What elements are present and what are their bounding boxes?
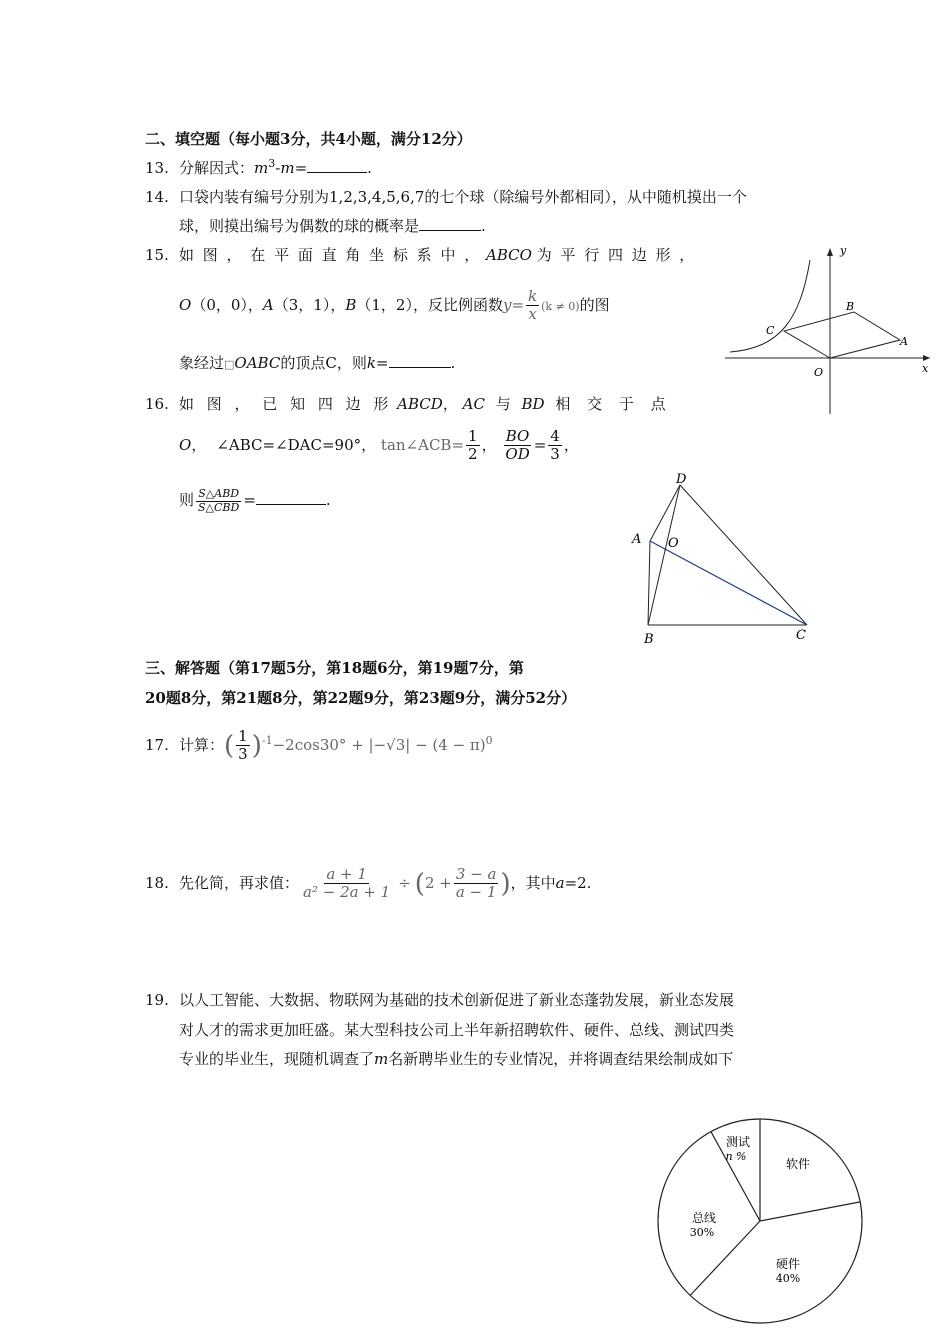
second-fraction: $\frac{3 - a}{a - 1}$ <box>455 865 497 902</box>
question-16-line-3: 则 $\frac{\text{S△ABD}}{\text{S△CBD}}$ = . <box>179 487 331 514</box>
bo-od-fraction: $\frac{BO}{OD}$ <box>505 427 530 464</box>
section-3-heading-line-2: 20题8分，第21题8分，第22题9分，第23题9分，满分52分） <box>145 689 577 707</box>
slice-label-software: 软件 <box>785 1157 811 1171</box>
answer-blank <box>389 353 451 368</box>
tan-fraction: $\frac{1}{2}$ <box>468 427 478 464</box>
quadrilateral-figure-q16 <box>620 465 820 650</box>
label-a: A <box>632 532 642 547</box>
question-number: 17. <box>145 735 169 754</box>
label-b: B <box>644 632 654 647</box>
answer-blank <box>419 216 481 231</box>
parallelogram-abco <box>784 312 900 358</box>
slice-value-test: n % <box>725 1150 747 1163</box>
one-third-fraction: $\frac{1}{3}$ <box>238 727 248 764</box>
question-16: 16. 如 图 ， 已 知 四 边 形 ABCD， AC 与 BD 相 交 于 点 <box>145 395 672 413</box>
label-c: C <box>766 324 775 337</box>
question-19: 19. 以人工智能、大数据、物联网为基础的技术创新促进了新业态蓬勃发展，新业态发展 <box>145 991 735 1009</box>
pie-chart <box>652 1112 867 1334</box>
label-d: D <box>676 472 687 487</box>
question-19-line-3: 专业的毕业生，现随机调查了m名新聘毕业生的专业情况，并将调查结果绘制成如下 <box>179 1050 734 1068</box>
question-15-line-2: O（0，0），A（3，1），B（1，2），反比例函数y= $\frac{k}{x}$ (k ≠ 0)的图 <box>179 287 610 324</box>
question-14: 14. 口袋内装有编号分别为1,2,3,4,5,6,7的七个球（除编号外都相同），从中随机摸出一个 <box>145 188 747 206</box>
label-a: A <box>900 335 908 348</box>
coordinate-figure-q15 <box>720 240 935 420</box>
question-14-line-2: 球，则摸出编号为偶数的球的概率是 . <box>179 217 486 235</box>
slice-value-bus: 30% <box>689 1226 715 1239</box>
segment-ab <box>648 541 650 625</box>
answer-blank <box>307 158 367 173</box>
label-y: y <box>840 244 847 257</box>
question-number: 14. <box>145 188 169 206</box>
y-axis-arrow <box>827 248 833 256</box>
label-c: C <box>796 628 806 643</box>
label-o: O <box>668 536 679 551</box>
question-number: 16. <box>145 395 169 413</box>
section-2-heading: 二、填空题（每小题3分，共4小题，满分12分） <box>145 130 472 148</box>
question-18: 18. 先化简，再求值： $\frac{a + 1}{\text{a² − 2a + 1}}$ ÷ (2 + $\frac{3 - a}{a - 1}$ )，其中a=2. <box>145 865 592 902</box>
first-fraction: $\frac{a + 1}{\text{a² − 2a + 1}}$ <box>303 865 391 902</box>
segment-dc <box>680 485 807 625</box>
segment-ad <box>650 485 680 541</box>
label-x: x <box>922 362 929 375</box>
diagonal-ac <box>650 541 807 625</box>
answer-blank <box>256 490 326 505</box>
parallelogram-symbol: □ <box>224 358 235 371</box>
section-3-heading: 三、解答题（第17题5分，第18题6分，第19题7分，第 <box>145 659 524 677</box>
x-axis-arrow <box>923 355 930 361</box>
slice-label-bus: 总线 <box>691 1211 717 1225</box>
slice-boundary-hardware <box>760 1202 860 1221</box>
hyperbola-curve <box>730 260 810 352</box>
question-16-line-2: O， ∠ABC=∠DAC=90°， tan∠ACB= $\frac{1}{2}$ ， $\frac{BO}{OD}$ = $\frac{4}{3}$ ， <box>179 427 579 464</box>
question-13: 13. 分解因式：$m^3-m=$ . <box>145 157 372 177</box>
question-number: 13. <box>145 159 169 177</box>
question-19-line-2: 对人才的需求更加旺盛。某大型科技公司上半年新招聘软件、硬件、总线、测试四类 <box>179 1021 735 1039</box>
inverse-function-fraction: $\frac{k}{x}$ <box>528 287 538 324</box>
question-15-line-3: 象经过□OABC的顶点C，则k= . <box>179 354 456 372</box>
question-number: 18. <box>145 873 169 892</box>
slice-label-test: 测试 <box>725 1135 751 1149</box>
question-number: 19. <box>145 991 169 1009</box>
area-ratio-fraction: $\frac{\text{S△ABD}}{\text{S△CBD}}$ <box>198 487 240 514</box>
slice-value-hardware: 40% <box>775 1272 801 1285</box>
label-o: O <box>814 366 824 379</box>
label-b: B <box>846 300 855 313</box>
question-15: 15. 如 图 ， 在 平 面 直 角 坐 标 系 中 ， ABCO 为 平 行 四 边 形 ， <box>145 246 697 264</box>
slice-label-hardware: 硬件 <box>775 1257 801 1271</box>
question-number: 15. <box>145 246 169 264</box>
ratio-fraction: $\frac{4}{3}$ <box>550 427 560 464</box>
question-17: 17. 计算：( $\frac{1}{3}$ )$^{-1}-2\cos 30^\circ + |-√3| - (4 - \pi)^0$ <box>145 727 493 764</box>
